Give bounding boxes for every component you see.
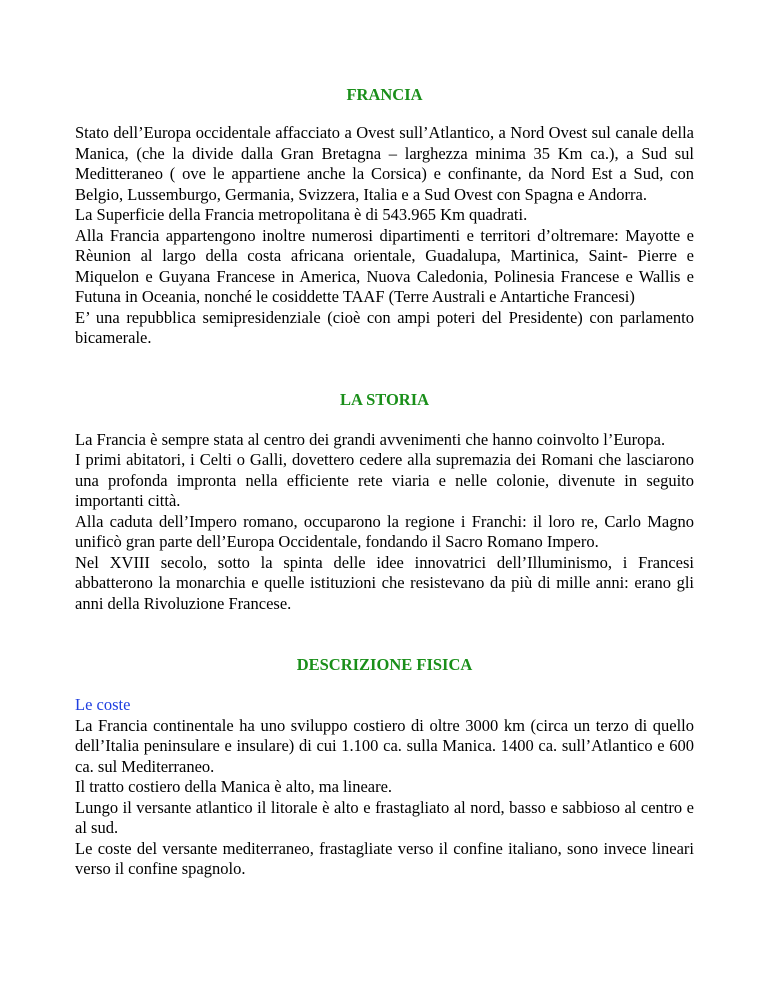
- section-storia: [75, 430, 694, 615]
- paragraph: I primi abitatori, i Celti o Galli, dovettero cedere alla supremazia dei Romani che lasciarono una profonda impronta nella efficiente rete viaria e nelle colonie, divenute in seguito importanti città.: [75, 450, 694, 510]
- paragraph: Nel XVIII secolo, sotto la spinta delle idee innovatrici dell’Illuminismo, i Francesi abbatterono la monarchia e quelle istituzioni che resistevano da più di mille anni: erano gli anni della Rivoluzione Francese.: [75, 552, 694, 613]
- paragraph: Alla Francia appartengono inoltre numerosi dipartimenti e territori d’oltremare: Mayotte e Rèunion al largo della costa africana orientale, Guadalupa, Martinica, Saint- Pierre e Miquelon e Guyana Francese in America, Nuova Caledonia, Polinesia Francese e Wallis e Futuna in Oceania, nonché le cosiddette TAAF (Terre Australi e Antartiche Francesi): [75, 225, 694, 306]
- paragraph: La Francia è sempre stata al centro dei grandi avvenimenti che hanno coinvolto l’Europa.: [75, 429, 666, 449]
- section-francia: [75, 123, 694, 349]
- subsection-title-coste: Le coste: [75, 695, 131, 714]
- paragraph: Stato dell’Europa occidentale affacciato a Ovest sull’Atlantico, a Nord Ovest sul canale della Manica, (che la divide dalla Gran Bretagna – larghezza minima 35 Km ca.), a Sud sul Meditteraneo ( ove le appartiene anche la Corsica) e confinante, da Nord Est a Sud, con Belgio, Lussemburgo, Germania, Svizzera, Italia e a Sud Ovest con Spagna e Andorra.: [75, 123, 694, 204]
- section-title-descrizione-fisica: DESCRIZIONE FISICA: [296, 655, 473, 674]
- paragraph: Le coste del versante mediterraneo, frastagliate verso il confine italiano, sono invece lineari verso il confine spagnolo.: [75, 838, 694, 878]
- paragraph: La Superficie della Francia metropolitana è di 543.965 Km quadrati.: [75, 205, 528, 224]
- paragraph: La Francia continentale ha uno sviluppo costiero di oltre 3000 km (circa un terzo di quello dell’Italia peninsulare e insulare) di cui 1.100 ca. sulla Manica. 1400 ca. sull’Atlantico e 600 ca. sul Mediterraneo.: [75, 715, 694, 776]
- paragraph: E’ una repubblica semipresidenziale (cioè con ampi poteri del Presidente) con parlamento bicamerale.: [75, 307, 694, 347]
- document-page: [75, 80, 694, 880]
- section-title-storia: LA STORIA: [339, 389, 430, 409]
- paragraph: Lungo il versante atlantico il litorale è alto e frastagliato al nord, basso e sabbioso al centro e al sud.: [75, 797, 694, 837]
- section-descrizione-fisica: [75, 695, 694, 880]
- paragraph: Il tratto costiero della Manica è alto, ma lineare.: [75, 777, 393, 796]
- paragraph: Alla caduta dell’Impero romano, occuparono la regione i Franchi: il loro re, Carlo Magno unificò gran parte dell’Europa Occidentale, fondando il Sacro Romano Impero.: [75, 511, 694, 551]
- section-title-francia: FRANCIA: [346, 85, 423, 104]
